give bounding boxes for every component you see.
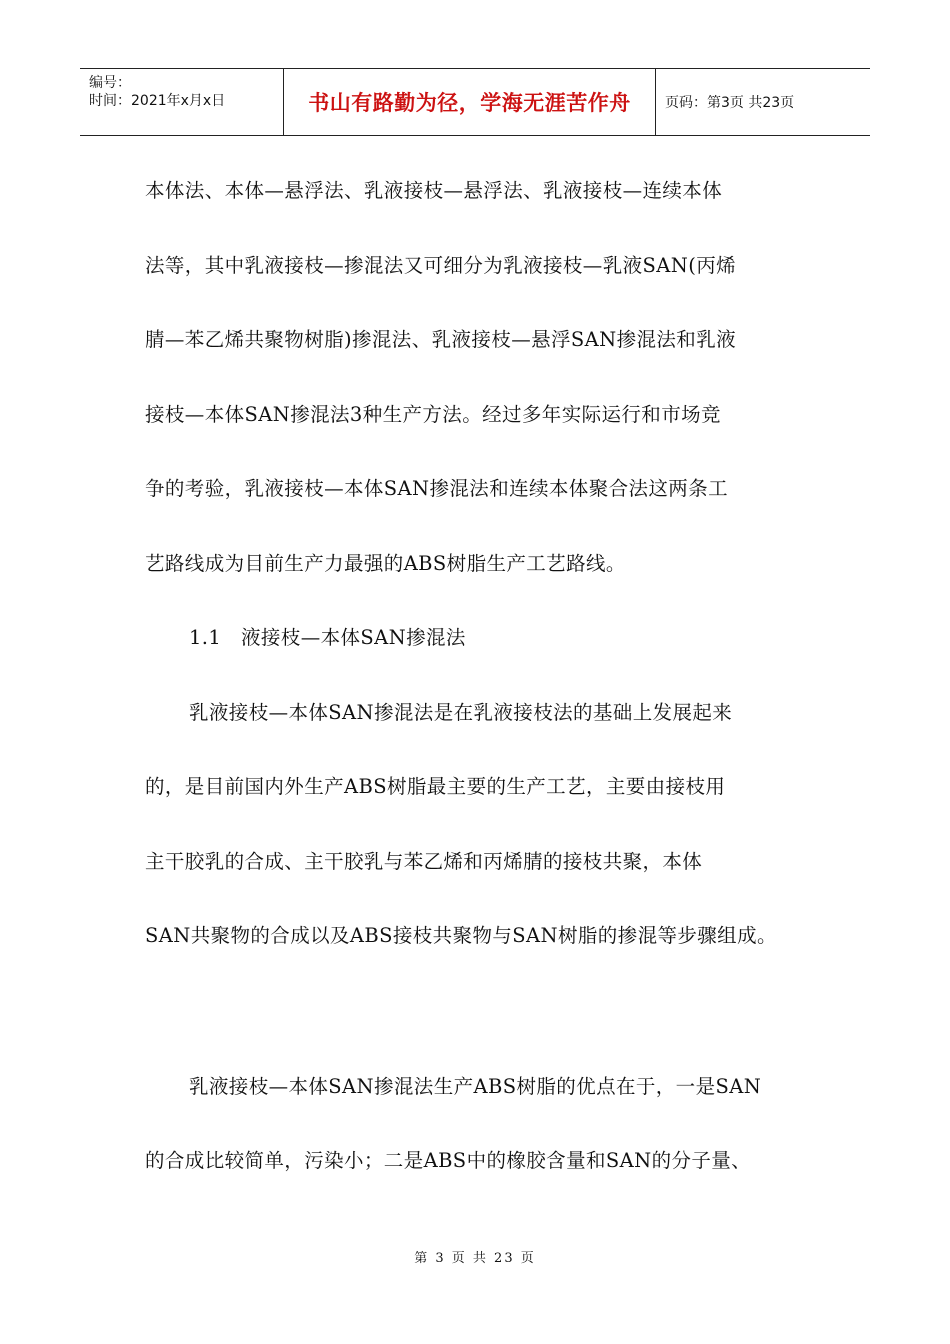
text-line: 乳液接枝—本体SAN掺混法是在乳液接枝法的基础上发展起来 (189, 701, 733, 724)
text-line: 接枝—本体SAN掺混法3种生产方法。经过多年实际运行和市场竞 (145, 403, 721, 426)
header-page-info: 页码：第3页 共23页 (665, 95, 795, 111)
text-line: 法等，其中乳液接枝—掺混法又可细分为乳液接枝—乳液SAN(丙烯 (145, 254, 737, 277)
text-line: 的合成比较简单，污染小；二是ABS中的橡胶含量和SAN的分子量、 (145, 1149, 752, 1172)
date-label: 时间：2021年x月x日 (89, 93, 226, 109)
section-heading: 1.1 液接枝—本体SAN掺混法 (189, 626, 466, 649)
text-line: SAN共聚物的合成以及ABS接枝共聚物与SAN树脂的掺混等步骤组成。 (145, 924, 777, 947)
text-line: 艺路线成为目前生产力最强的ABS树脂生产工艺路线。 (145, 552, 626, 575)
header-motto: 书山有路勤为径，学海无涯苦作舟 (283, 69, 656, 135)
text-line: 本体法、本体—悬浮法、乳液接枝—悬浮法、乳液接枝—连续本体 (145, 179, 723, 202)
header-meta (80, 69, 283, 135)
page-footer: 第 3 页 共 23 页 (414, 1251, 536, 1266)
text-line: 乳液接枝—本体SAN掺混法生产ABS树脂的优点在于，一是SAN (189, 1075, 762, 1098)
number-label: 编号： (89, 75, 131, 91)
text-line: 腈—苯乙烯共聚物树脂)掺混法、乳液接枝—悬浮SAN掺混法和乳液 (145, 328, 737, 351)
text-line: 主干胶乳的合成、主干胶乳与苯乙烯和丙烯腈的接枝共聚，本体 (145, 850, 703, 873)
text-line: 争的考验，乳液接枝—本体SAN掺混法和连续本体聚合法这两条工 (145, 477, 729, 500)
text-line: 的，是目前国内外生产ABS树脂最主要的生产工艺，主要由接枝用 (145, 775, 726, 798)
page-header (80, 68, 870, 136)
